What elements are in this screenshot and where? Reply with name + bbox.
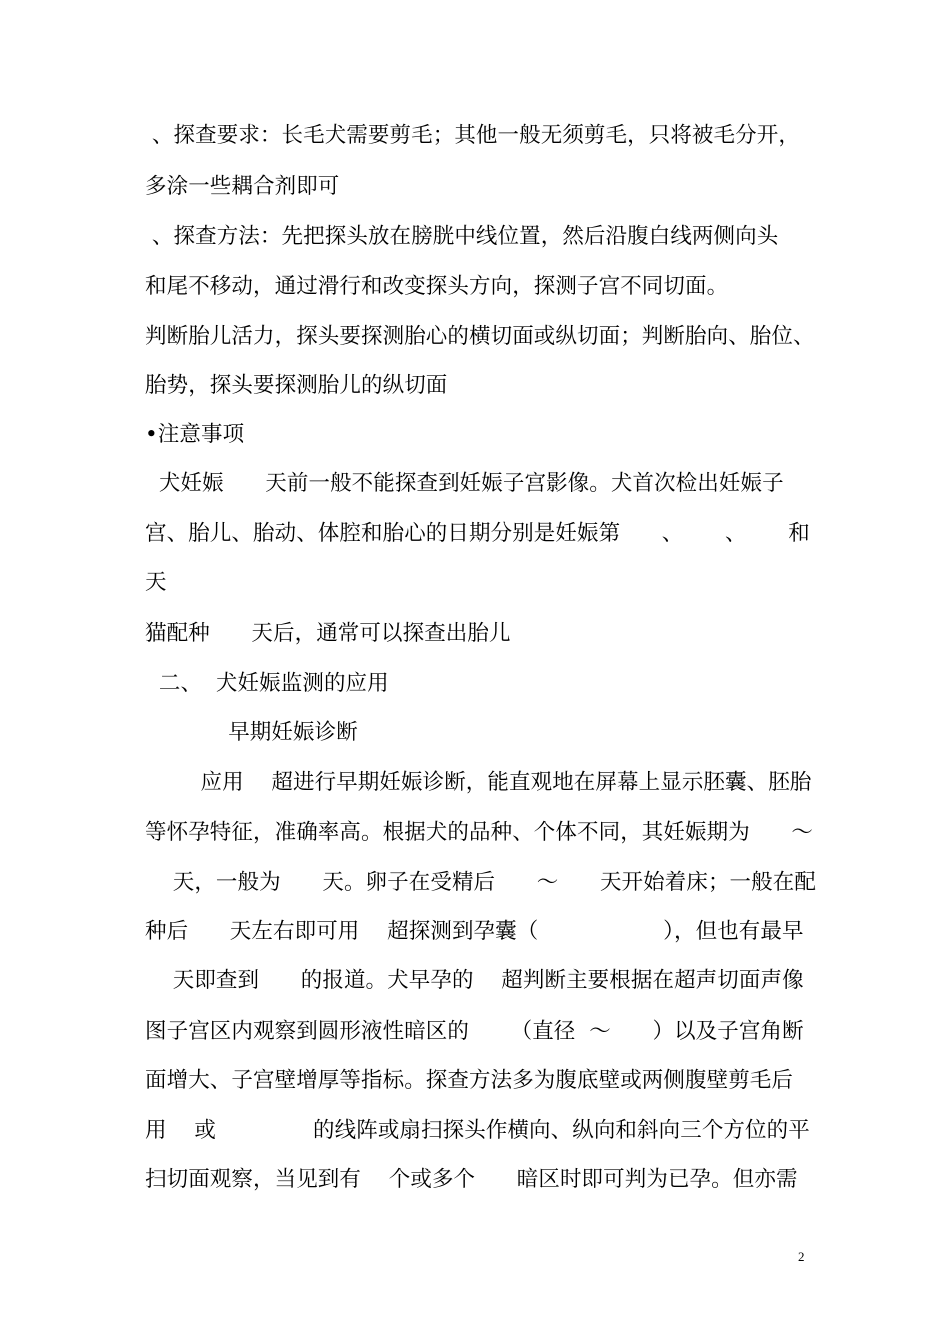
text-line: 犬妊娠 天前一般不能探查到妊娠子宫影像。犬首次检出妊娠子 bbox=[145, 471, 784, 496]
text-line: 天，一般为 天。卵子在受精后 ～ 天开始着床；一般在配 bbox=[145, 870, 816, 895]
text-line: 和尾不移动，通过滑行和改变探头方向，探测子宫不同切面。 bbox=[145, 274, 729, 299]
text-line: 应用 超进行早期妊娠诊断，能直观地在屏幕上显示胚囊、胚胎 bbox=[145, 770, 812, 795]
text-line: 种后 天左右即可用 超探测到孕囊（ ），但也有最早 bbox=[145, 919, 804, 944]
text-line: 扫切面观察，当见到有 个或多个 暗区时即可判为已孕。但亦需 bbox=[145, 1167, 798, 1192]
text-line: 图子宫区内观察到圆形液性暗区的 （直径 ～ ）以及子宫角断 bbox=[145, 1019, 804, 1044]
text-line: 胎势，探头要探测胎儿的纵切面 bbox=[145, 373, 448, 398]
text-line: 天 bbox=[145, 570, 167, 595]
page-number: 2 bbox=[798, 1249, 805, 1264]
text-line: 宫、胎儿、胎动、体腔和胎心的日期分别是妊娠第 、 、 和 bbox=[145, 521, 810, 546]
text-line: 判断胎儿活力，探头要探测胎心的横切面或纵切面；判断胎向、胎位、 bbox=[145, 324, 815, 349]
section-heading: •注意事项 bbox=[145, 422, 245, 447]
text-line: 等怀孕特征，准确率高。根据犬的品种、个体不同，其妊娠期为 ～ bbox=[145, 820, 814, 845]
text-line: 面增大、子宫壁增厚等指标。探查方法多为腹底壁或两侧腹壁剪毛后 bbox=[145, 1068, 794, 1093]
text-line: 、探查方法：先把探头放在膀胱中线位置，然后沿腹白线两侧向头 bbox=[145, 224, 779, 249]
text-line: 用 或 的线阵或扇扫探头作横向、纵向和斜向三个方位的平 bbox=[145, 1118, 810, 1143]
subsection-heading: 早期妊娠诊断 bbox=[145, 720, 358, 745]
text-line: 多涂一些耦合剂即可 bbox=[145, 174, 340, 199]
section-heading: 二、 犬妊娠监测的应用 bbox=[145, 671, 389, 696]
text-line: 天即查到 的报道。犬早孕的 超判断主要根据在超声切面声像 bbox=[145, 968, 804, 993]
text-line: 猫配种 天后，通常可以探查出胎儿 bbox=[145, 621, 511, 646]
text-line: 、探查要求：长毛犬需要剪毛；其他一般无须剪毛，只将被毛分开， bbox=[145, 123, 800, 148]
